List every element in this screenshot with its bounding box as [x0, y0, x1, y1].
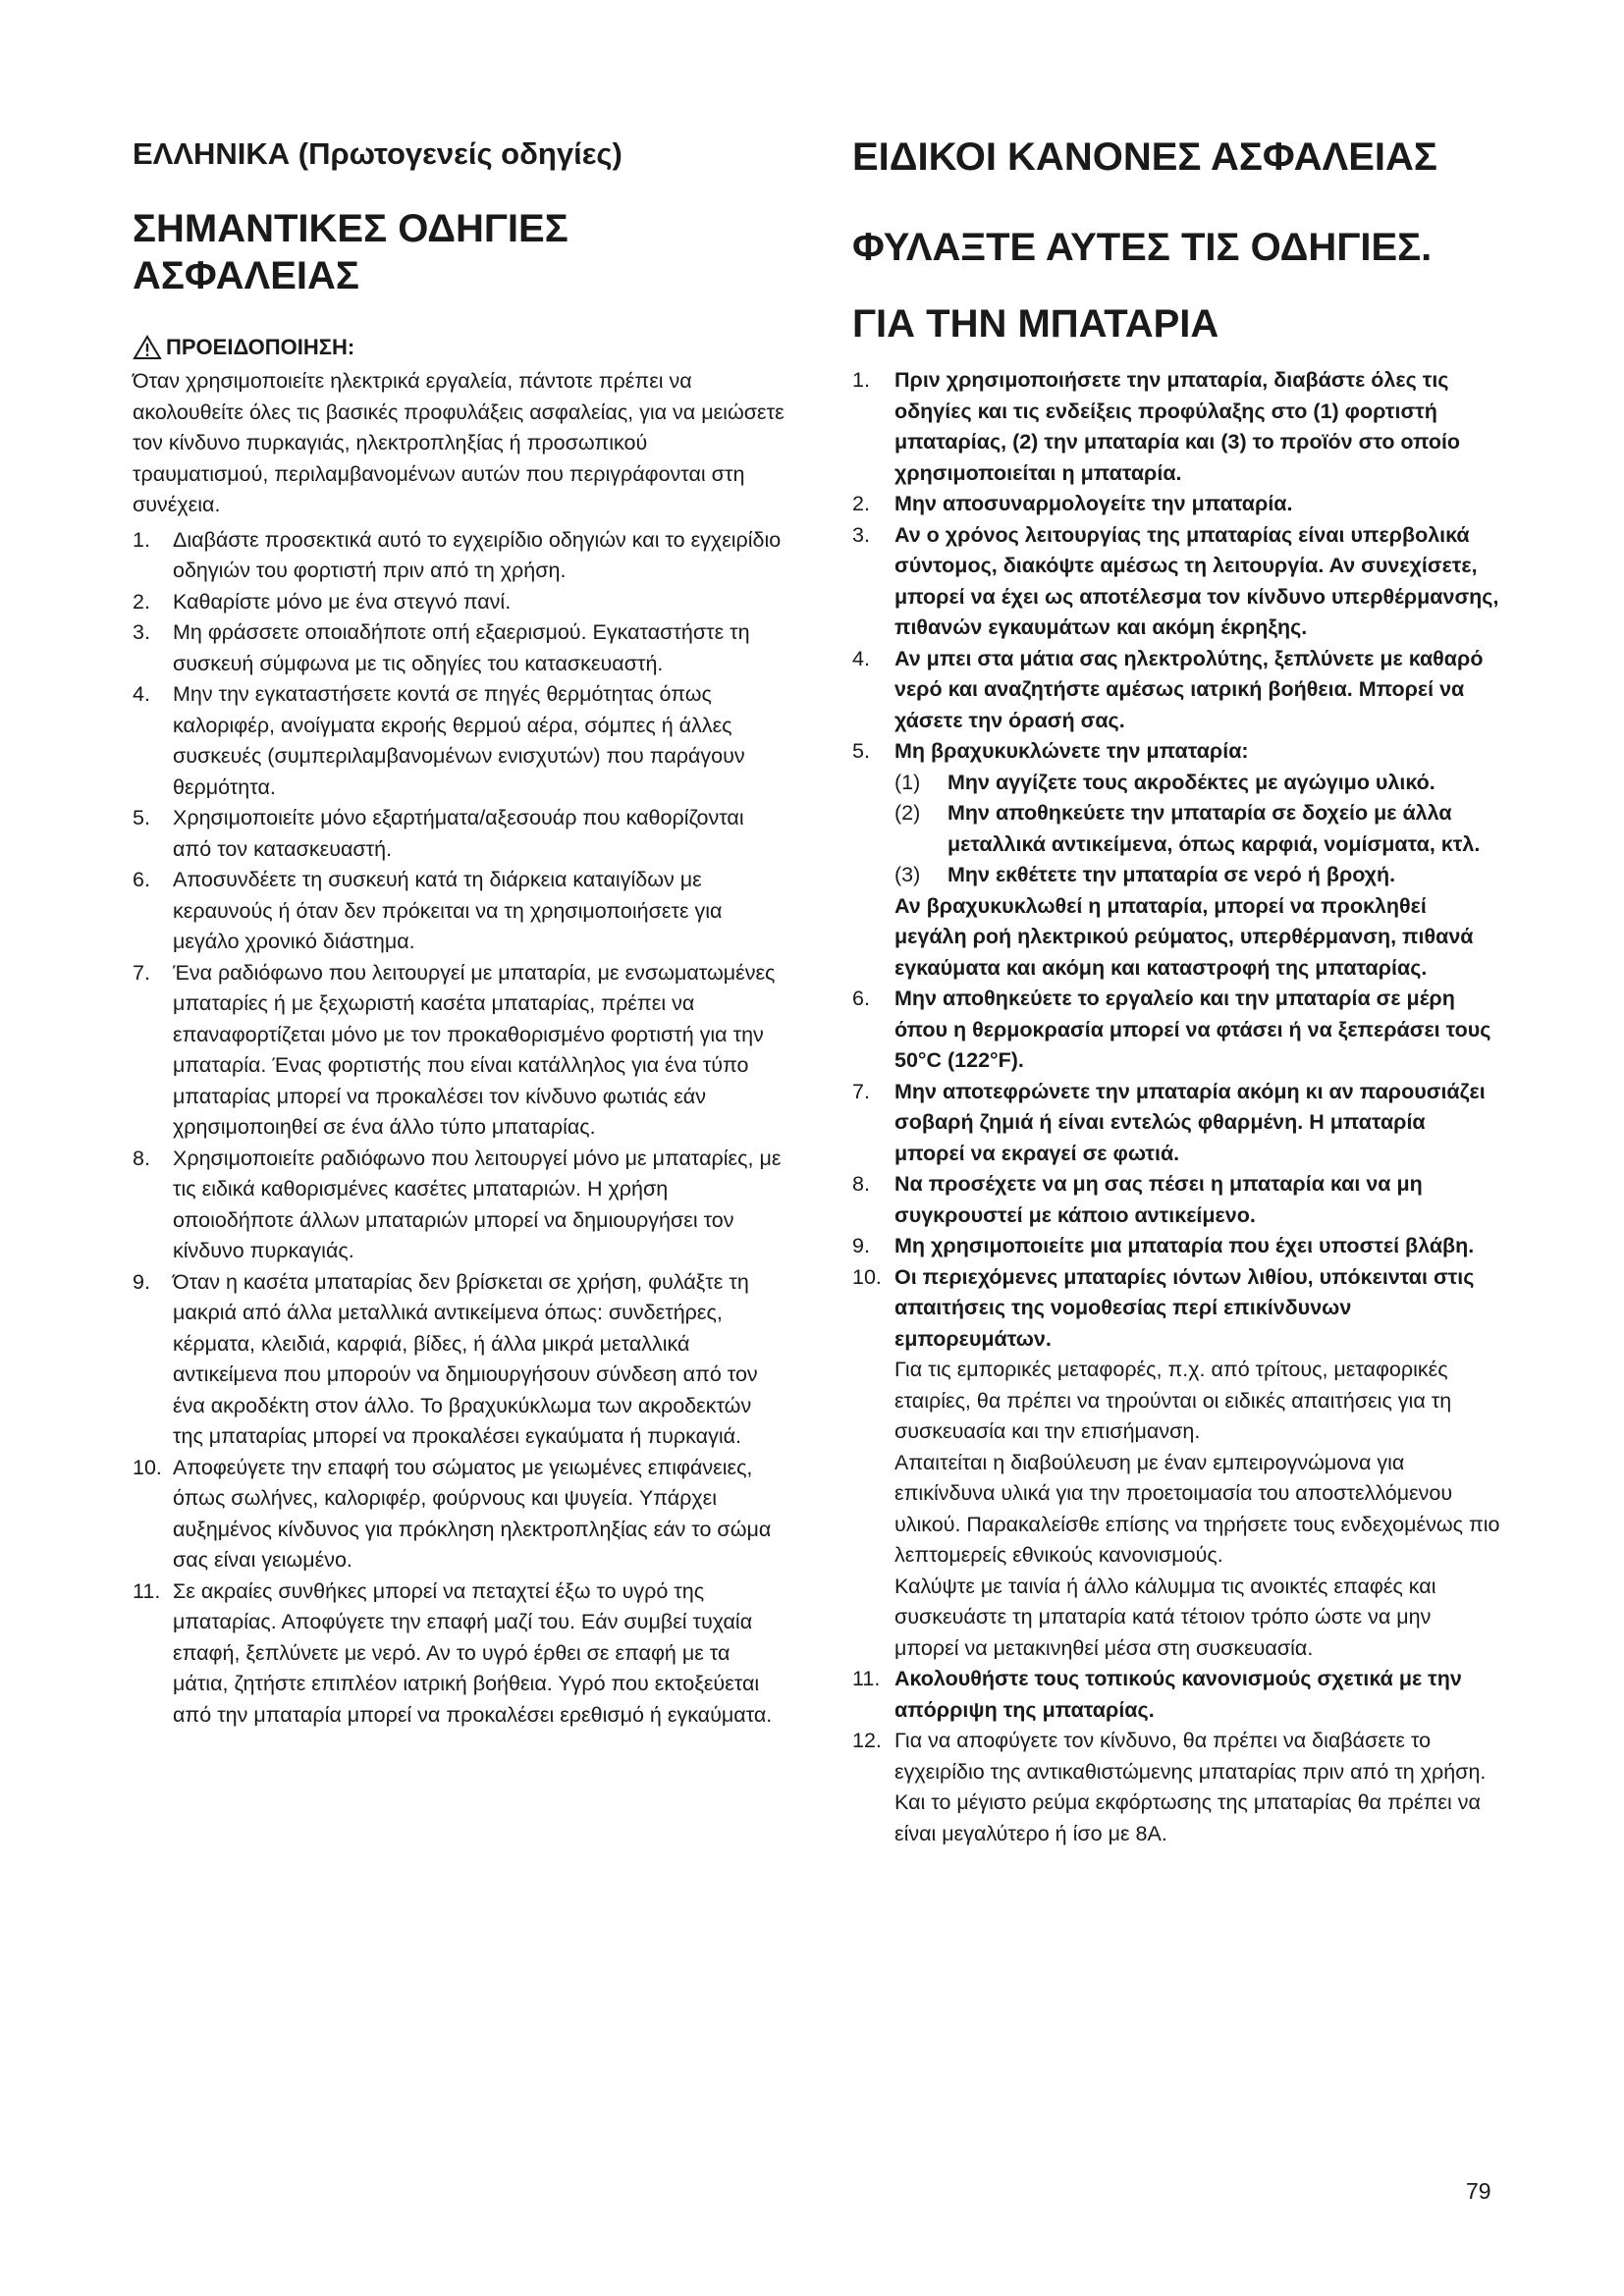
list-item: [852, 1077, 1500, 1170]
sub-item-text: Μην αποθηκεύετε την μπαταρία σε δοχείο με άλλα μεταλλικά αντικείμενα, όπως καρφιά, νομίσματα, κτλ.: [947, 801, 1481, 856]
list-item: [852, 1726, 1500, 1849]
list-item: [852, 489, 1500, 520]
item-text: Χρησιμοποιείτε ραδιόφωνο που λειτουργεί μόνο με μπαταρίες, με τις ειδικά καθορισμένες κασέτες μπαταριών. Η χρήση οποιοδήποτε άλλων μπαταριών μπορεί να δημιουργήσει τον κίνδυνο πυρκαγιάς.: [173, 1146, 782, 1263]
item-number: 9.: [133, 1269, 150, 1294]
list-item: [852, 1262, 1500, 1665]
item-number: 3.: [133, 620, 150, 645]
item-number: 10.: [133, 1455, 162, 1479]
item-number: 11.: [852, 1667, 881, 1690]
sub-item-text: Μην αγγίζετε τους ακροδέκτες με αγώγιμο υλικό.: [947, 770, 1435, 794]
list-item: [133, 1144, 785, 1267]
item-number: 12.: [852, 1729, 882, 1752]
list-item: [133, 617, 785, 679]
right-column: [852, 135, 1500, 1849]
item-text: Μη χρησιμοποιείτε μια μπαταρία που έχει υποστεί βλάβη.: [894, 1234, 1475, 1257]
safety-instructions-title: [133, 205, 785, 299]
item-text: Για να αποφύγετε τον κίνδυνο, θα πρέπει να διαβάσετε το εγχειρίδιο της αντικαθιστώμενης μπαταρίας πριν από τη χρήση.: [894, 1729, 1487, 1784]
item-number: 4.: [133, 682, 150, 707]
warning-intro: Όταν χρησιμοποιείτε ηλεκτρικά εργαλεία, πάντοτε πρέπει να ακολουθείτε όλες τις βασικές προφυλάξεις ασφαλείας, για να μειώσετε τον κίνδυνο πυρκαγιάς, ηλεκτροπληξίας ή προσωπικού τραυματισμού, περιλαμβανομένων αυτών που περιγράφονται στη συνέχεια.: [133, 369, 785, 517]
item-text: Σε ακραίες συνθήκες μπορεί να πεταχτεί έξω το υγρό της μπαταρίας. Αποφύγετε την επαφή μαζί του. Εάν συμβεί τυχαία επαφή, ξεπλύνετε με νερό. Αν το υγρό έρθει σε επαφή με τα μάτια, ζητήστε επιπλέον ιατρική βοήθεια. Υγρό που εκτοξεύεται από την μπαταρία μπορεί να προκαλέσει ερεθισμό ή εγκαύματα.: [173, 1578, 773, 1727]
left-column: [133, 135, 785, 1731]
item-text: Πριν χρησιμοποιήσετε την μπαταρία, διαβάστε όλες τις οδηγίες και τις ενδείξεις προφύλαξης στο (1) φορτιστή μπαταρίας, (2) την μπαταρία και (3) το προϊόν στο οποίο χρησιμοποιείται η μπαταρία.: [894, 368, 1461, 485]
item-number: 2.: [133, 589, 150, 614]
item-text: Μη φράσσετε οποιαδήποτε οπή εξαερισμού. Εγκαταστήστε τη συσκευή σύμφωνα με τις οδηγίες του κατασκευαστή.: [173, 620, 750, 675]
item-number: 4.: [852, 646, 870, 670]
sub-item-number: (1): [894, 770, 921, 794]
general-safety-list: [133, 525, 785, 1732]
sub-item: [894, 768, 1500, 799]
item-text: Οι περιεχόμενες μπαταρίες ιόντων λιθίου, υπόκεινται στις απαιτήσεις της νομοθεσίας περί επικίνδυνων εμπορευμάτων.: [894, 1264, 1475, 1351]
item-number: 5.: [133, 806, 150, 830]
list-item: [133, 958, 785, 1144]
sub-item: [894, 860, 1500, 891]
item-paragraph: Καλύψτε με ταινία ή άλλο κάλυμμα τις ανοικτές επαφές και συσκευάστε τη μπαταρία κατά τέτοιον τρόπο ώστε να μην μπορεί να μετακινηθεί μέσα στη συσκευασία.: [894, 1574, 1436, 1660]
sub-item-number: (2): [894, 801, 921, 825]
item-text: Αποφεύγετε την επαφή του σώματος με γειωμένες επιφάνειες, όπως σωλήνες, καλοριφέρ, φούρνους και ψυγεία. Υπάρχει αυξημένος κίνδυνος για πρόκληση ηλεκτροπληξίας εάν το σώμα σας είναι γειωμένο.: [173, 1455, 772, 1573]
list-item: [133, 679, 785, 803]
item-text: Αν μπει στα μάτια σας ηλεκτρολύτης, ξεπλύνετε με καθαρό νερό και αναζητήστε αμέσως ιατρική βοήθεια. Μπορεί να χάσετε την όρασή σας.: [894, 646, 1484, 732]
item-text: Διαβάστε προσεκτικά αυτό το εγχειρίδιο οδηγιών και το εγχειρίδιο οδηγιών του φορτιστή πριν από τη χρήση.: [173, 527, 782, 583]
item-number: 5.: [852, 739, 870, 763]
item-paragraph: Και το μέγιστο ρεύμα εκφόρτωσης της μπαταρίας θα πρέπει να είναι μεγαλύτερο ή ίσο με 8A.: [894, 1790, 1481, 1845]
item-text: Χρησιμοποιείτε μόνο εξαρτήματα/αξεσουάρ που καθορίζονται από τον κατασκευαστή.: [173, 806, 744, 861]
item-text: Μην αποθηκεύετε το εργαλείο και την μπαταρία σε μέρη όπου η θερμοκρασία μπορεί να φτάσει ή να ξεπεράσει τους 50°C (122°F).: [894, 987, 1491, 1072]
item-text: Καθαρίστε μόνο με ένα στεγνό πανί.: [173, 589, 512, 614]
list-item: [852, 365, 1500, 489]
list-item: [133, 1576, 785, 1732]
item-text: Μην την εγκαταστήσετε κοντά σε πηγές θερμότητας όπως καλοριφέρ, ανοίγματα εκροής θερμού αέρα, σόμπες ή άλλες συσκευές (συμπεριλαμβανομένων ενισχυτών) που παράγουν θερμότητα.: [173, 682, 745, 799]
list-item: [133, 587, 785, 618]
item-paragraph: Απαιτείται η διαβούλευση με έναν εμπειρογνώμονα για επικίνδυνα υλικά για την προετοιμασία του αποστελλόμενου υλικού. Παρακαλείσθε επίσης να τηρήσετε τους ενδεχομένως πιο λεπτομερείς εθνικούς κανονισμούς.: [894, 1450, 1500, 1567]
sub-item-text: Μην εκθέτετε την μπαταρία σε νερό ή βροχή.: [947, 863, 1396, 886]
item-paragraph: Για τις εμπορικές μεταφορές, π.χ. από τρίτους, μεταφορικές εταιρίες, θα πρέπει να τηρούνται οι ειδικές απαιτήσεις για τη συσκευασία και την επισήμανση.: [894, 1358, 1452, 1443]
title-line-1: ΣΗΜΑΝΤΙΚΕΣ ΟΔΗΓΙΕΣ: [133, 206, 568, 250]
item-text: Ένα ραδιόφωνο που λειτουργεί με μπαταρία, με ενσωματωμένες μπαταρίες ή με ξεχωριστή κασέτα μπαταρίας, πρέπει να επαναφορτίζεται μόνο με τον προκαθορισμένο φορτιστή για την μπαταρία. Ένας φορτιστής που είναι κατάλληλος για ένα τύπο μπαταρίας μπορεί να προκαλέσει τον κίνδυνο φωτιάς εάν χρησιμοποιηθεί σε ένα άλλο τύπο μπαταρίας.: [173, 960, 776, 1140]
warning-triangle-icon: [133, 335, 162, 360]
item-text: Να προσέχετε να μη σας πέσει η μπαταρία και να μη συγκρουστεί με κάποιο αντικείμενο.: [894, 1172, 1423, 1227]
item-number: 2.: [852, 492, 870, 515]
list-item: [852, 644, 1500, 737]
list-item: [133, 865, 785, 958]
item-number: 1.: [133, 527, 150, 552]
item-number: 11.: [133, 1578, 161, 1603]
item-number: 3.: [852, 522, 870, 547]
list-item: [852, 1231, 1500, 1262]
item-number: 1.: [852, 368, 870, 392]
item-text: Αποσυνδέετε τη συσκευή κατά τη διάρκεια καταιγίδων με κεραυνούς ή όταν δεν πρόκειται να τη χρησιμοποιήσετε για μεγάλο χρονικό διάστημα.: [173, 868, 723, 954]
sub-item: [894, 798, 1500, 860]
item-number: 6.: [852, 987, 870, 1010]
battery-safety-list: [852, 365, 1500, 1849]
item-number: 10.: [852, 1264, 882, 1289]
item-text: Ακολουθήστε τους τοπικούς κανονισμούς σχετικά με την απόρριψη της μπαταρίας.: [894, 1667, 1462, 1722]
warning-heading: [133, 335, 785, 360]
item-text: Μην αποσυναρμολογείτε την μπαταρία.: [894, 492, 1293, 515]
item-number: 7.: [852, 1079, 870, 1103]
list-item: [133, 803, 785, 865]
special-rules-title: ΕΙΔΙΚΟΙ ΚΑΝΟΝΕΣ ΑΣΦΑΛΕΙΑΣ: [852, 135, 1437, 179]
item-number: 8.: [133, 1146, 150, 1170]
warning-label: ΠΡΟΕΙΔΟΠΟΙΗΣΗ:: [166, 334, 355, 359]
list-item: [852, 736, 1500, 984]
title-line-2: ΑΣΦΑΛΕΙΑΣ: [133, 253, 359, 297]
list-item: [133, 525, 785, 587]
list-item: [852, 984, 1500, 1077]
battery-section-title: ΓΙΑ ΤΗΝ ΜΠΑΤΑΡΙΑ: [852, 302, 1219, 346]
save-instructions-title: ΦΥΛΑΞΤΕ ΑΥΤΕΣ ΤΙΣ ΟΔΗΓΙΕΣ.: [852, 226, 1433, 269]
language-heading: ΕΛΛΗΝΙΚΑ (Πρωτογενείς οδηγίες): [133, 136, 623, 171]
item-number: 7.: [133, 960, 150, 985]
item-number: 9.: [852, 1234, 870, 1257]
list-item: [852, 520, 1500, 644]
item-number: 8.: [852, 1172, 870, 1196]
item-text: Μη βραχυκυκλώνετε την μπαταρία:: [894, 739, 1249, 763]
item-number: 6.: [133, 868, 150, 892]
list-item: [852, 1169, 1500, 1231]
list-item: [133, 1267, 785, 1453]
page-number: 79: [1466, 2178, 1491, 2204]
list-item: [133, 1453, 785, 1576]
sub-item-number: (3): [894, 863, 921, 886]
item-text: Όταν η κασέτα μπαταρίας δεν βρίσκεται σε χρήση, φυλάξτε τη μακριά από άλλα μεταλλικά αντικείμενα όπως: συνδετήρες, κέρματα, κλειδιά, καρφιά, βίδες, ή άλλα μικρά μεταλλικά αντικείμενα που μπορούν να δημιουργήσουν σύνδεση από τον ένα ακροδέκτη στον άλλο. Το βραχυκύκλωμα των ακροδεκτών της μπαταρίας μπορεί να προκαλέσει εγκαύματα ή πυρκαγιά.: [173, 1269, 758, 1449]
item-continuation: Αν βραχυκυκλωθεί η μπαταρία, μπορεί να προκληθεί μεγάλη ροή ηλεκτρικού ρεύματος, υπερθέρμανση, πιθανά εγκαύματα και ακόμη και καταστροφή της μπαταρίας.: [894, 893, 1474, 980]
item-text: Μην αποτεφρώνετε την μπαταρία ακόμη κι αν παρουσιάζει σοβαρή ζημιά ή είναι εντελώς φθαρμένη. Η μπαταρία μπορεί να εκραγεί σε φωτιά.: [894, 1079, 1486, 1165]
list-item: [852, 1664, 1500, 1726]
item-text: Αν ο χρόνος λειτουργίας της μπαταρίας είναι υπερβολικά σύντομος, διακόψτε αμέσως τη λειτουργία. Αν συνεχίσετε, μπορεί να έχει ως αποτέλεσμα τον κίνδυνο υπερθέρμανσης, πιθανών εγκαυμάτων και ακόμη έκρηξης.: [894, 522, 1499, 639]
